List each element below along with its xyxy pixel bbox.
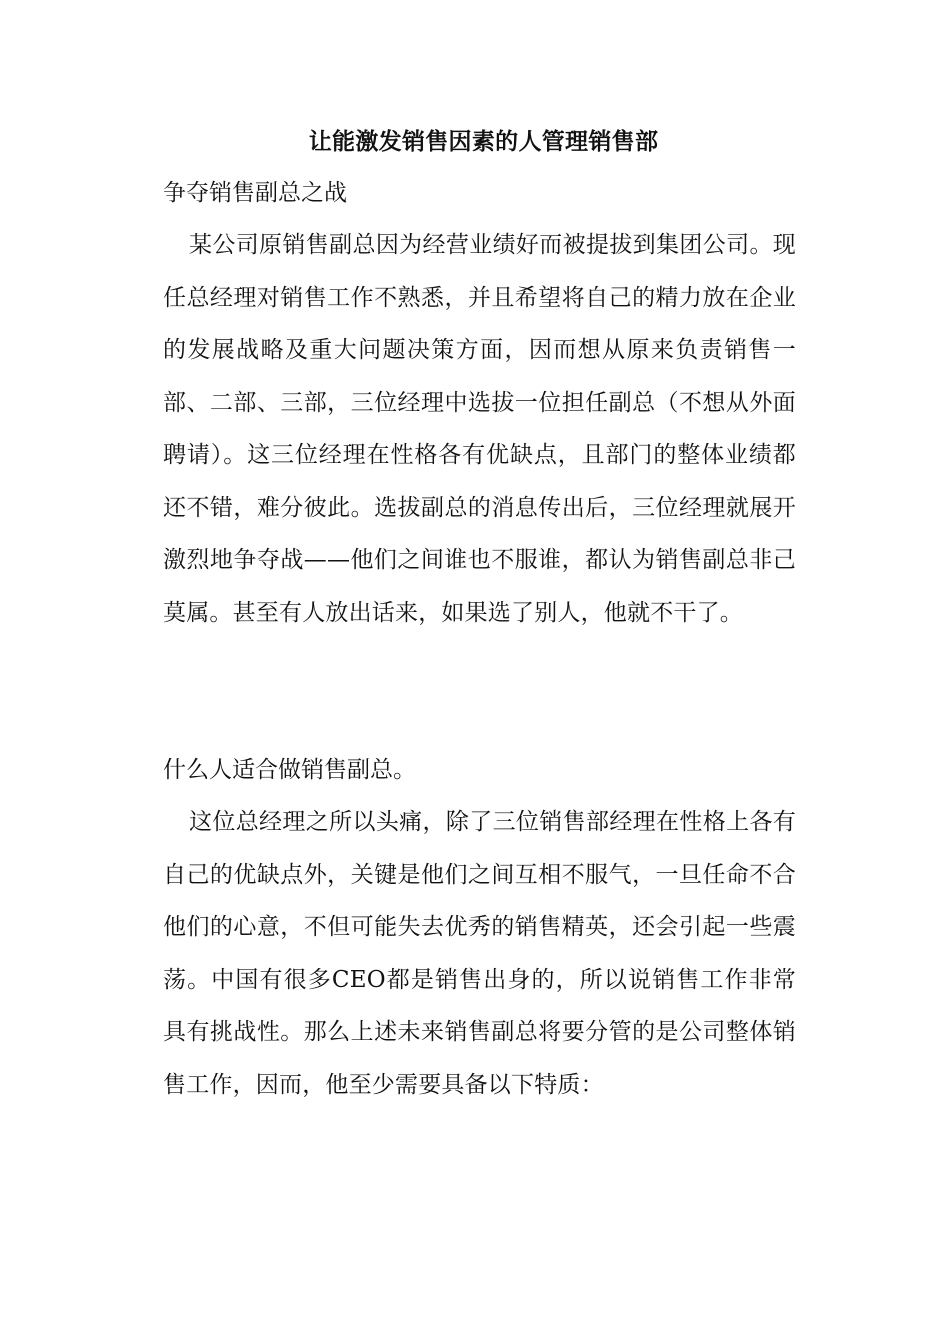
blank-gap bbox=[163, 639, 796, 744]
document-body bbox=[163, 122, 796, 1111]
document-title: 让能激发销售因素的人管理销售部 bbox=[308, 129, 659, 155]
section-heading-2: 什么人适合做销售副总。 bbox=[163, 757, 416, 783]
section-paragraph-2: 这位总经理之所以头痛，除了三位销售部经理在性格上各有自己的优缺点外，关键是他们之间互相不服气，一旦任命不合他们的心意，不但可能失去优秀的销售精英，还会引起一些震荡。中国有很多CEO都是销售出身的，所以说销售工作非常具有挑战性。那么上述未来销售副总将要分管的是公司整体销售工作，因而，他至少需要具备以下特质： bbox=[163, 809, 796, 1098]
section-heading-1: 争夺销售副总之战 bbox=[163, 180, 347, 206]
section-paragraph-1: 某公司原销售副总因为经营业绩好而被提拔到集团公司。现任总经理对销售工作不熟悉，并且希望将自己的精力放在企业的发展战略及重大问题决策方面，因而想从原来负责销售一部、二部、三部，三位经理中选拔一位担任副总（不想从外面聘请）。这三位经理在性格各有优缺点，且部门的整体业绩都还不错，难分彼此。选拔副总的消息传出后，三位经理就展开激烈地争夺战——他们之间谁也不服谁，都认为销售副总非己莫属。甚至有人放出话来，如果选了别人，他就不干了。 bbox=[163, 232, 796, 626]
